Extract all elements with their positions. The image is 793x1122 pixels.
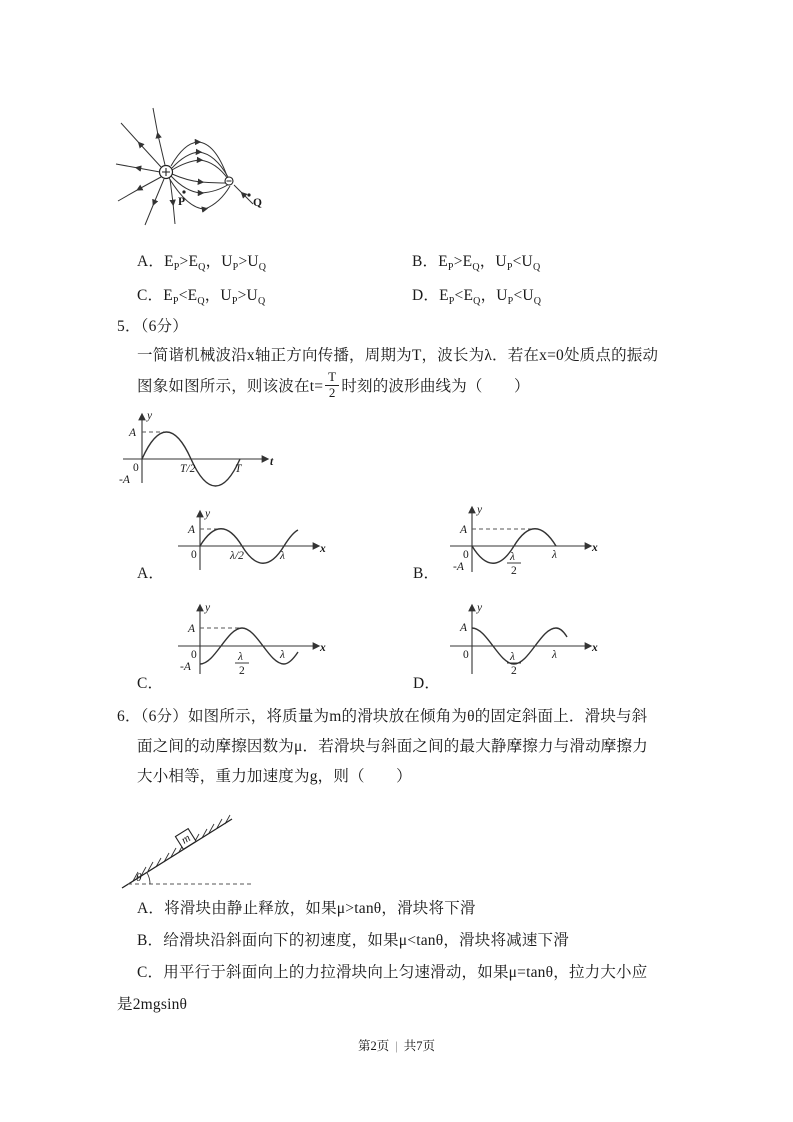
q5-option-c-letter: C． — [137, 675, 164, 692]
point-q-dot — [247, 193, 250, 196]
q5-option-a-letter: A． — [137, 565, 165, 582]
q6-option-b: B．给滑块沿斜面向下的初速度，如果μ<tanθ，滑块将减速下滑 — [137, 932, 569, 949]
option-letter: C． — [137, 287, 164, 304]
footer-page-number: 第2页 — [357, 1039, 390, 1053]
q5-text-line2: 图象如图所示，则该波在t= $\frac{T}{2}$ 时刻的波形曲线为（ ） — [137, 368, 530, 400]
q5-option-b-graph — [440, 500, 610, 588]
incline-figure — [110, 806, 262, 898]
q6-text-line1: 6．（6分）如图所示，将质量为m的滑块放在倾角为θ的固定斜面上．滑块与斜 — [117, 708, 648, 725]
y-label: y — [477, 504, 483, 516]
hatching — [133, 815, 230, 881]
x-label: x — [592, 642, 598, 654]
t-axis-label: t — [270, 456, 274, 468]
neg-amp-label: -A — [453, 561, 464, 573]
option-text: $E_P>E_Q$，$U_P>U_Q$ — [164, 253, 267, 274]
option-letter: B． — [412, 253, 439, 270]
block-mass-label: m — [179, 832, 193, 847]
angle-arc — [147, 872, 150, 884]
wavelength-label: λ — [280, 649, 285, 661]
origin-label: 0 — [191, 649, 197, 661]
period-label: T — [235, 463, 242, 475]
q6-option-c-line1: C．用平行于斜面向上的力拉滑块向上匀速滑动，如果μ=tanθ，拉力大小应 — [137, 964, 648, 981]
electric-field-figure — [112, 96, 270, 234]
frac-den: 2 — [239, 665, 245, 677]
q6-option-a: A．将滑块由静止释放，如果μ>tanθ，滑块将下滑 — [137, 900, 476, 917]
wavelength-label: λ — [280, 550, 285, 562]
q5-option-c-graph — [168, 598, 338, 690]
neg-amp-label: -A — [180, 661, 191, 673]
point-p-label: P — [178, 196, 186, 208]
footer-total-pages: 共7页 — [403, 1039, 436, 1053]
x-label: x — [320, 543, 326, 555]
origin-label: 0 — [463, 649, 469, 661]
q5-option-d-letter: D． — [413, 675, 441, 692]
frac-den: 2 — [511, 565, 517, 577]
q5-text-line1: 一简谐机械波沿x轴正方向传播，周期为T，波长为λ．若在x=0处质点的振动 — [137, 347, 659, 364]
amp-label: A — [188, 524, 196, 536]
y-label: y — [205, 508, 211, 520]
y-label: y — [477, 602, 483, 614]
q5-number: 5．（6分） — [117, 318, 188, 335]
half-wavelength-label: λ/2 — [230, 550, 244, 562]
q6-option-c-line2: 是2mgsinθ — [117, 996, 188, 1013]
frac-den: 2 — [511, 665, 517, 677]
q6-text-line2: 面之间的动摩擦因数为μ．若滑块与斜面之间的最大静摩擦力与滑动摩擦力 — [137, 738, 648, 755]
option-text: $E_P>E_Q$，$U_P<U_Q$ — [438, 253, 541, 274]
point-q-label: Q — [253, 197, 262, 209]
q4-option-c — [137, 283, 266, 308]
x-label: x — [592, 542, 598, 554]
x-label: x — [320, 642, 326, 654]
frac-num: λ — [510, 651, 515, 663]
neg-amp-label: -A — [119, 474, 130, 486]
wavelength-label: λ — [552, 549, 557, 561]
q5-option-a-graph — [168, 506, 338, 586]
option-text: $E_P<E_Q$，$U_P>U_Q$ — [163, 287, 266, 308]
wavelength-label: λ — [552, 649, 557, 661]
q4-option-b — [412, 249, 541, 274]
frac-num: λ — [510, 551, 515, 563]
q6-text-line3: 大小相等，重力加速度为g，则（ ） — [137, 768, 412, 785]
option-text: $E_P<E_Q$，$U_P<U_Q$ — [439, 287, 542, 308]
block — [175, 829, 196, 850]
frac-num: λ — [238, 651, 243, 663]
amp-label: A — [188, 623, 196, 635]
footer-separator: | — [395, 1039, 398, 1053]
q5-option-b-letter: B． — [413, 565, 440, 582]
amp-label: A — [129, 427, 137, 439]
page-footer — [0, 1036, 793, 1054]
q4-option-d — [412, 283, 542, 308]
q4-option-a — [137, 249, 267, 274]
origin-label: 0 — [133, 462, 139, 474]
half-period-label: T/2 — [180, 463, 196, 475]
y-label: y — [205, 602, 211, 614]
origin-label: 0 — [463, 549, 469, 561]
angle-label: θ — [136, 872, 142, 884]
origin-label: 0 — [191, 549, 197, 561]
q5-option-d-graph — [440, 598, 610, 690]
q5-vibration-graph — [115, 407, 290, 502]
option-letter: D． — [412, 287, 440, 304]
y-axis-label: y — [147, 410, 153, 422]
option-letter: A． — [137, 253, 165, 270]
amp-label: A — [460, 622, 468, 634]
point-p-dot — [182, 190, 185, 193]
amp-label: A — [460, 524, 468, 536]
